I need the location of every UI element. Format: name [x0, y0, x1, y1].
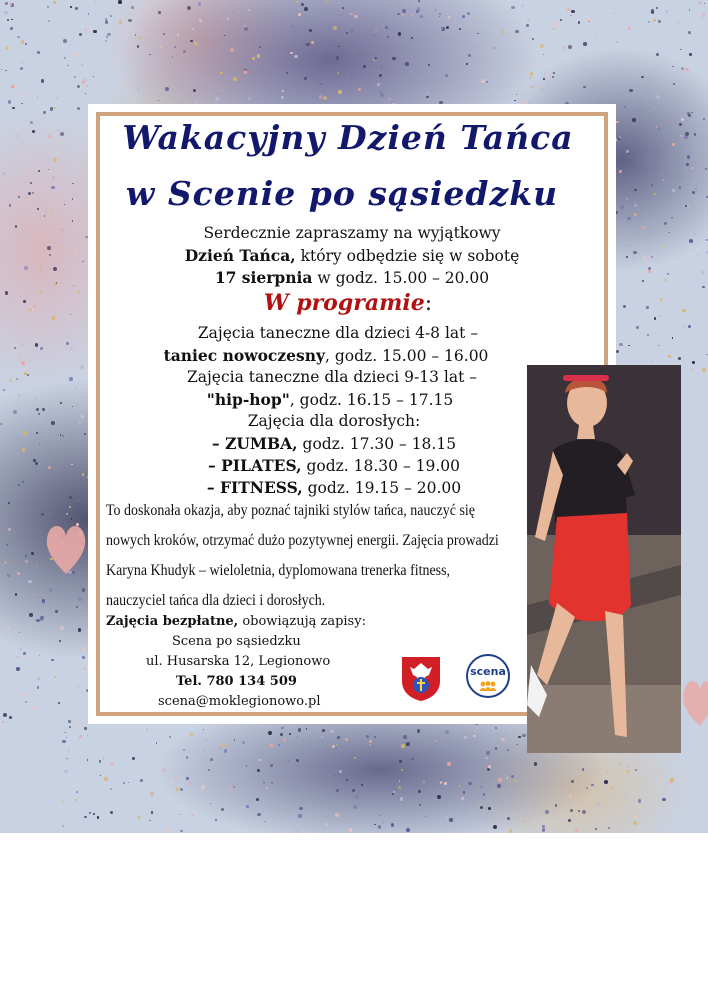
- program-item-4-style: "hip-hop": [206, 390, 290, 409]
- contact-free-line: [106, 614, 366, 629]
- program-item-7: [74, 456, 594, 475]
- program-item-8: [74, 478, 594, 497]
- people-icon: [479, 681, 497, 691]
- contact-free-label: Zajęcia bezpłatne,: [106, 614, 239, 629]
- scena-logo: [466, 654, 510, 698]
- contact-venue: Scena po sąsiedzku: [172, 634, 301, 649]
- intro-date: 17 sierpnia: [214, 268, 313, 287]
- description-line-3: Karyna Khudyk – wieloletnia, dyplomowana trenerka fitness,: [106, 562, 451, 579]
- legionowo-crest-icon: [400, 655, 442, 701]
- program-item-5: Zajęcia dla dorosłych:: [247, 412, 421, 430]
- intro-day-label: Dzień Tańca,: [184, 246, 296, 265]
- program-item-6-time: godz. 17.30 – 18.15: [297, 435, 457, 453]
- pink-heart-icon: [44, 518, 88, 576]
- program-item-2: [66, 346, 586, 365]
- program-item-8-time: godz. 19.15 – 20.00: [302, 479, 462, 497]
- dancer-figure-image: [527, 365, 681, 753]
- program-item-4: [70, 390, 590, 409]
- program-item-3: Zajęcia taneczne dla dzieci 9-13 lat –: [186, 368, 478, 386]
- program-item-8-style: – FITNESS,: [206, 478, 303, 497]
- contact-email: scena@moklegionowo.pl: [158, 694, 321, 709]
- program-item-2-style: taniec nowoczesny: [163, 346, 326, 365]
- intro-hours: w godz. 15.00 – 20.00: [312, 269, 490, 287]
- scena-logo-text: scena: [470, 665, 506, 678]
- program-item-7-time: godz. 18.30 – 19.00: [301, 457, 460, 475]
- contact-free-rest: obowiązują zapisy:: [238, 614, 366, 629]
- program-item-6-style: – ZUMBA,: [211, 434, 298, 453]
- intro-line-2: [92, 246, 612, 265]
- program-item-7-style: – PILATES,: [208, 456, 302, 475]
- intro-line-2-rest: który odbędzie się w sobotę: [295, 247, 520, 265]
- description-line-2: nowych kroków, otrzymać dużo pozytywnej energii. Zajęcia prowadzi: [106, 532, 499, 549]
- program-heading-colon: :: [424, 291, 433, 316]
- dancer-photo: [527, 365, 681, 753]
- pink-heart-icon: [680, 672, 708, 728]
- program-item-4-time: , godz. 16.15 – 17.15: [289, 391, 454, 409]
- description-line-1: To doskonała okazja, aby poznać tajniki stylów tańca, nauczyć się: [106, 502, 475, 519]
- contact-address: ul. Husarska 12, Legionowo: [146, 654, 331, 669]
- program-item-1: Zajęcia taneczne dla dzieci 4-8 lat –: [197, 324, 479, 342]
- title-line-2: w Scenie po sąsiedzku: [125, 174, 559, 213]
- program-item-2-time: , godz. 15.00 – 16.00: [325, 347, 489, 365]
- program-heading-text: W programie: [263, 290, 425, 316]
- program-heading: [88, 290, 608, 316]
- contact-phone: Tel. 780 134 509: [176, 674, 297, 689]
- intro-line-1: Serdecznie zapraszamy na wyjątkowy: [203, 224, 501, 242]
- description-line-4: nauczyciel tańca dla dzieci i dorosłych.: [106, 592, 326, 609]
- program-item-6: [74, 434, 594, 453]
- title-line-1: Wakacyjny Dzień Tańca: [122, 118, 574, 157]
- intro-line-3: [92, 268, 612, 287]
